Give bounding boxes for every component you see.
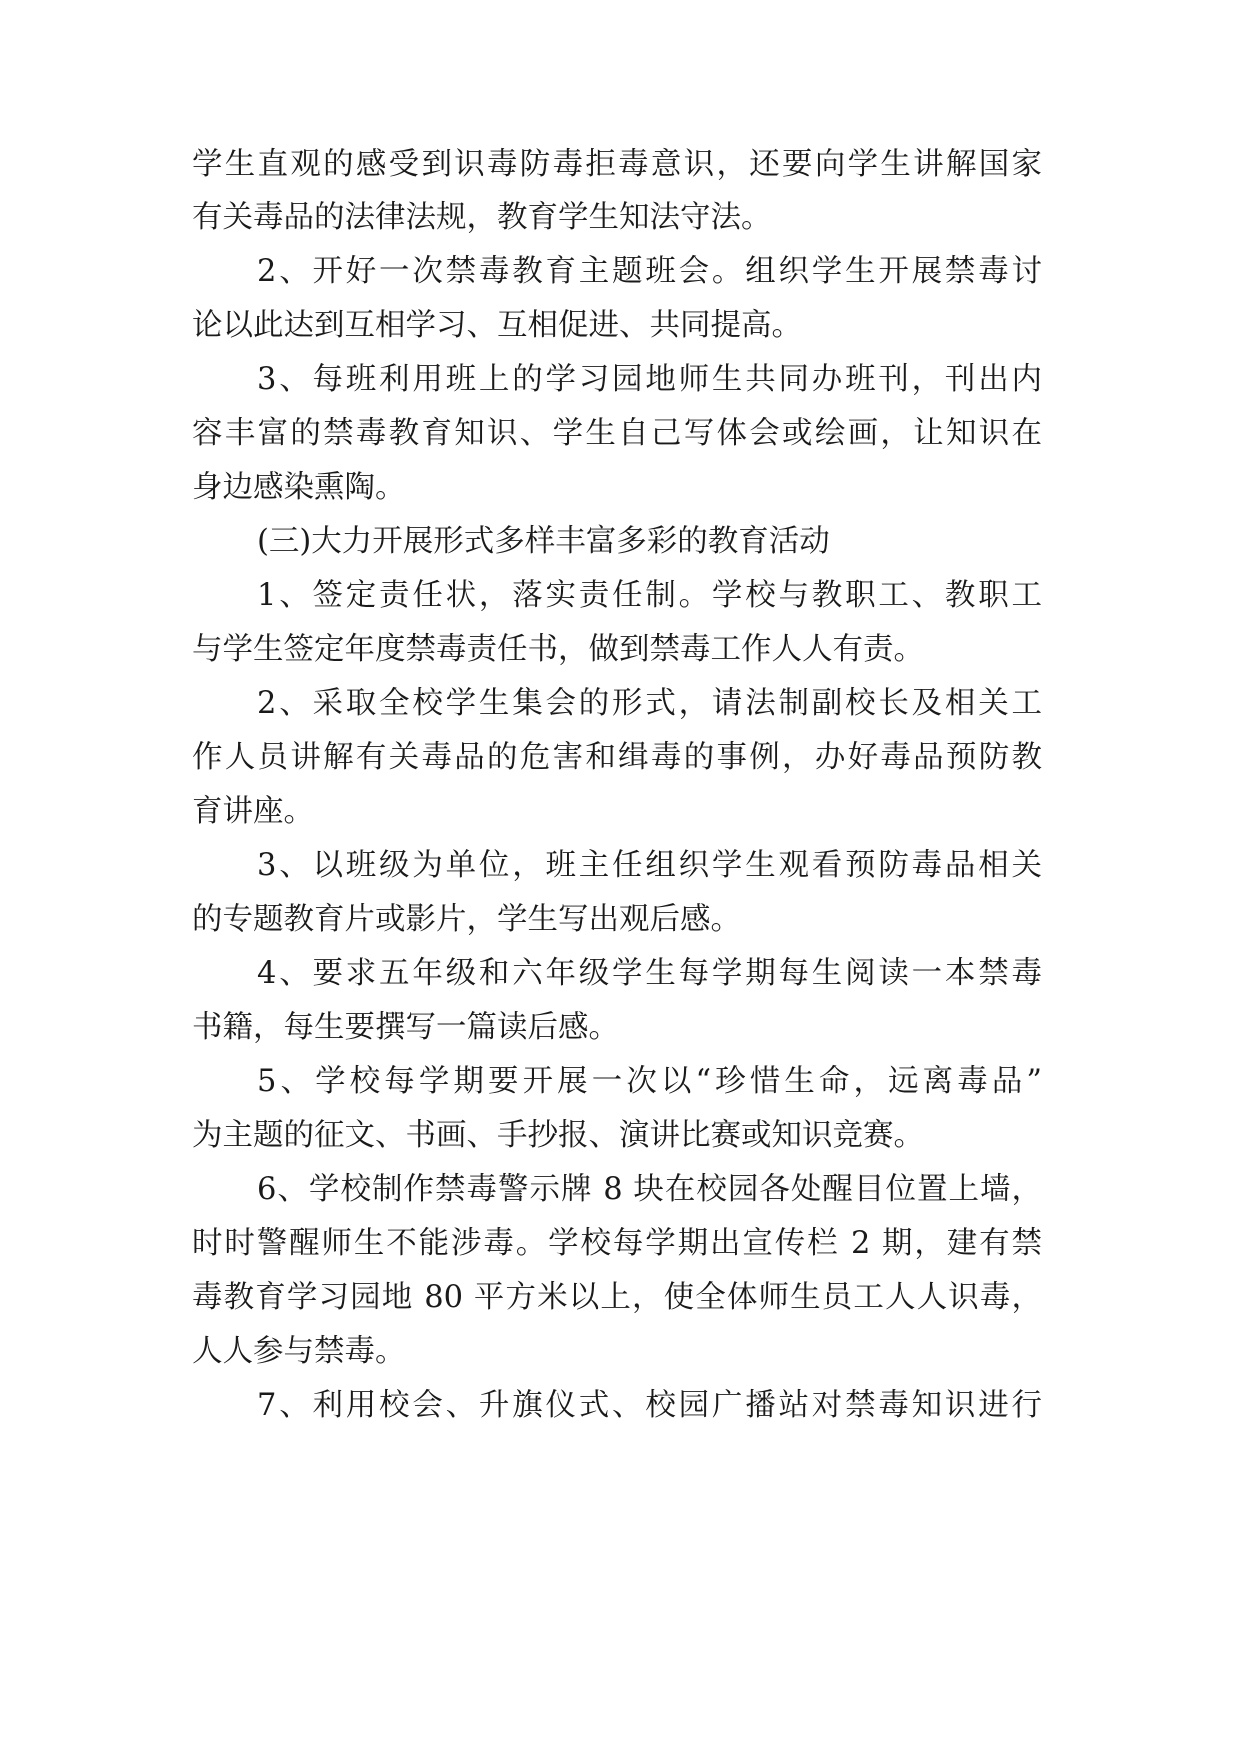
text-line: 的专题教育片或影片，学生写出观后感。 <box>192 902 741 937</box>
text-line: 与学生签定年度禁毒责任书，做到禁毒工作人人有责。 <box>192 632 924 667</box>
section-heading: (三)大力开展形式多样丰富多彩的教育活动 <box>257 524 830 559</box>
text-line: 论以此达到互相学习、互相促进、共同提高。 <box>192 308 802 343</box>
text-line: 毒教育学习园地 80 平方米以上，使全体师生员工人人识毒， <box>192 1280 1042 1315</box>
text-line: 5、学校每学期要开展一次以“珍惜生命，远离毒品” <box>257 1064 1042 1099</box>
text-line: 书籍，每生要撰写一篇读后感。 <box>192 1010 619 1045</box>
text-line: 4、要求五年级和六年级学生每学期每生阅读一本禁毒 <box>257 956 1042 991</box>
text-line: 人人参与禁毒。 <box>192 1334 406 1369</box>
text-line: 为主题的征文、书画、手抄报、演讲比赛或知识竞赛。 <box>192 1118 924 1153</box>
text-line: 学生直观的感受到识毒防毒拒毒意识，还要向学生讲解国家 <box>192 147 1042 182</box>
text-line: 有关毒品的法律法规，教育学生知法守法。 <box>192 200 772 235</box>
text-line: 1、签定责任状，落实责任制。学校与教职工、教职工 <box>257 578 1042 613</box>
text-line: 时时警醒师生不能涉毒。学校每学期出宣传栏 2 期，建有禁 <box>192 1226 1042 1261</box>
text-line: 容丰富的禁毒教育知识、学生自己写体会或绘画，让知识在 <box>192 416 1042 451</box>
text-line: 7、利用校会、升旗仪式、校园广播站对禁毒知识进行 <box>257 1388 1042 1423</box>
text-line: 3、每班利用班上的学习园地师生共同办班刊，刊出内 <box>257 362 1042 397</box>
text-line: 身边感染熏陶。 <box>192 470 406 505</box>
text-line: 育讲座。 <box>192 794 314 829</box>
text-line: 2、采取全校学生集会的形式，请法制副校长及相关工 <box>257 686 1042 721</box>
text-line: 作人员讲解有关毒品的危害和缉毒的事例，办好毒品预防教 <box>192 740 1042 775</box>
text-line: 6、学校制作禁毒警示牌 8 块在校园各处醒目位置上墙， <box>257 1172 1042 1207</box>
text-line: 2、开好一次禁毒教育主题班会。组织学生开展禁毒讨 <box>257 254 1042 289</box>
text-line: 3、以班级为单位，班主任组织学生观看预防毒品相关 <box>257 848 1042 883</box>
